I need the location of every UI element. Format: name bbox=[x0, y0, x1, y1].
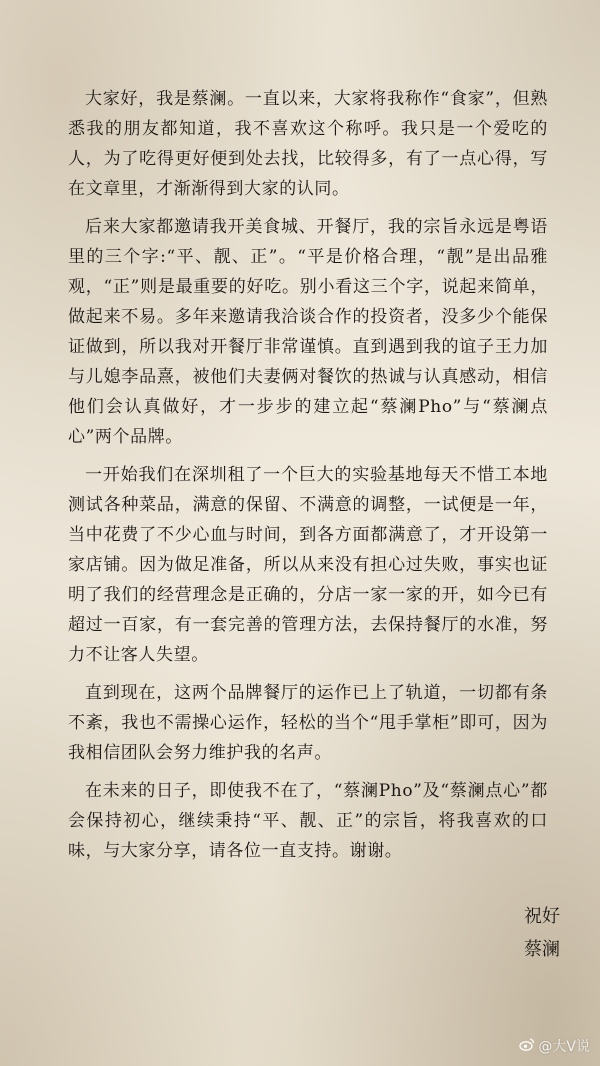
paragraph-preparation: 一开始我们在深圳租了一个巨大的实验基地每天不惜工本地测试各种菜品，满意的保留、不满意的调整，一试便是一年，当中花费了不少心血与时间，到各方面都满意了，才开设第一家店铺。因为做足准备，所以从来没有担心过失败，事实也证明了我们的经营理念是正确的，分店一家一家的开，如今已有超过一百家，有一套完善的管理方法，去保持餐厅的水准，努力不让客人失望。 bbox=[68, 465, 548, 665]
paragraph-brand-origin: 后来大家都邀请我开美食城、开餐厅，我的宗旨永远是粤语里的三个字:“平、靓、正”。“平是价格合理，“靓”是出品雅观，“正”则是最重要的好吃。别小看这三个字，说起来简单，做起来不易。多年来邀请我洽谈合作的投资者，没多少个能保证做到，所以我对开餐厅非常谨慎。直到遇到我的谊子王力加与儿媳李品熹，被他们夫妻俩对餐饮的热诚与认真感动，相信他们会认真做好，才一步步的建立起“蔡澜Pho”与“蔡澜点心”两个品牌。 bbox=[68, 217, 548, 447]
signature: 蔡澜 bbox=[524, 939, 560, 960]
letter-closing bbox=[524, 900, 560, 966]
paragraph-current-status: 直到现在，这两个品牌餐厅的运作已上了轨道，一切都有条不紊，我也不需操心运作，轻松的当个“甩手掌柜”即可，因为我相信团队会努力维护我的名声。 bbox=[68, 683, 548, 763]
paragraph-greeting: 大家好，我是蔡澜。一直以来，大家将我称作“食家”，但熟悉我的朋友都知道，我不喜欢这个称呼。我只是一个爱吃的人，为了吃得更好便到处去找，比较得多，有了一点心得，写在文章里，才渐渐得到大家的认同。 bbox=[68, 89, 548, 199]
watermark-text: @大V说 bbox=[538, 1039, 590, 1055]
letter-body bbox=[68, 84, 548, 874]
weibo-icon bbox=[519, 1037, 535, 1055]
closing-salutation: 祝好 bbox=[524, 906, 560, 927]
watermark bbox=[519, 1036, 590, 1056]
paragraph-future: 在未来的日子，即使我不在了，“蔡澜Pho”及“蔡澜点心”都会保持初心，继续秉持“平、靓、正”的宗旨，将我喜欢的口味，与大家分享，请各位一直支持。谢谢。 bbox=[68, 781, 548, 861]
